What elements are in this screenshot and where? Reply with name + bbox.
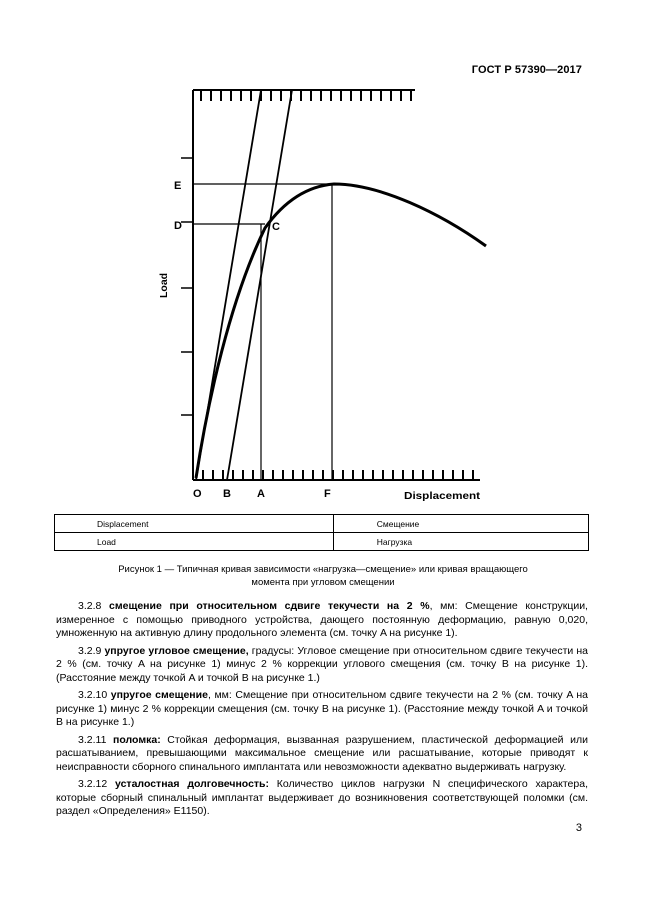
legend-row [55,515,589,533]
section-term: поломка: [113,733,161,746]
definition-3-2-9 [56,645,588,686]
legend-ru-displacement: Смещение [333,515,588,533]
definition-3-2-8 [56,600,588,641]
section-number: 3.2.9 [78,644,102,657]
label-b: B [223,488,231,500]
offset-line-from-b [227,90,292,480]
section-number: 3.2.11 [78,733,107,746]
section-text: Количество циклов нагрузки N специфического характера, которые сборный спинальный имплантат выдерживает до возникновения соответствующей поломки (см. раздел «Определения» E1150). [56,778,588,817]
section-text: градусы: Угловое смещение при относительном сдвиге текучести на 2 % (см. точку A на рисунке 1) минус 2 % коррекции углового смещения (см. точку B на рисунке 1). (Расстояние между точкой A и точкой B на рисунке 1.) [56,644,588,684]
label-e: E [174,180,182,192]
caption-line-1: Рисунок 1 — Типичная кривая зависимости «нагрузка—смещение» или кривая вращающего [118,564,528,575]
definition-3-2-12 [56,778,588,819]
section-number: 3.2.8 [78,600,102,612]
section-number: 3.2.10 [78,689,108,701]
definition-3-2-11 [56,734,588,775]
label-c: C [272,221,280,233]
legend-en-displacement: Displacement [55,515,334,533]
x-axis-label: Displacement [404,490,481,502]
legend-table [54,514,589,551]
legend-row [55,533,589,551]
page-number: 3 [575,822,582,834]
section-text: Стойкая деформация, вызванная разрушением, пластической деформацией или расшатыванием, превышающими максимальное смещение или расшатывание, которые приводят к неисправности сборного спинального имплантата или невозможности адекватно выдерживать нагрузку. [56,733,588,773]
label-a: A [257,488,265,500]
section-term: упругое угловое смещение, [104,644,249,657]
y-axis-label: Load [158,272,170,298]
section-number: 3.2.12 [78,778,108,790]
definition-3-2-10 [56,689,588,730]
legend-en-load: Load [55,533,334,551]
section-term: смещение при относительном сдвиге текучести на 2 % [109,600,430,612]
section-text: , мм: Смещение при относительном сдвиге текучести на 2 % (см. точку A на рисунке 1) минус 2 % коррекции смещения (см. точку B на рисунке 1). (Расстояние между точкой A и точкой B на рисунке 1.) [56,689,588,728]
top-ticks [201,90,411,101]
document-header: ГОСТ Р 57390—2017 [471,64,582,76]
legend-ru-load: Нагрузка [333,533,588,551]
bottom-ticks [203,470,473,480]
label-d: D [174,220,182,232]
label-f: F [324,488,331,500]
section-term: упругое смещение [110,689,208,701]
label-o: O [193,488,202,500]
load-curve [196,184,486,478]
definitions-text [56,600,588,823]
y-axis-ticks [181,158,193,415]
figure-caption [0,563,646,589]
caption-line-2: момента при угловом смещении [251,577,395,588]
section-text: , мм: Смещение конструкции, измеренное с помощью приводного устройства, дающего постоянную деформацию, равную 0,020, умноженную на активную длину продольного элемента (см. точку A на рисунке 1). [56,600,588,639]
section-term: усталостная долговечность: [115,778,269,790]
